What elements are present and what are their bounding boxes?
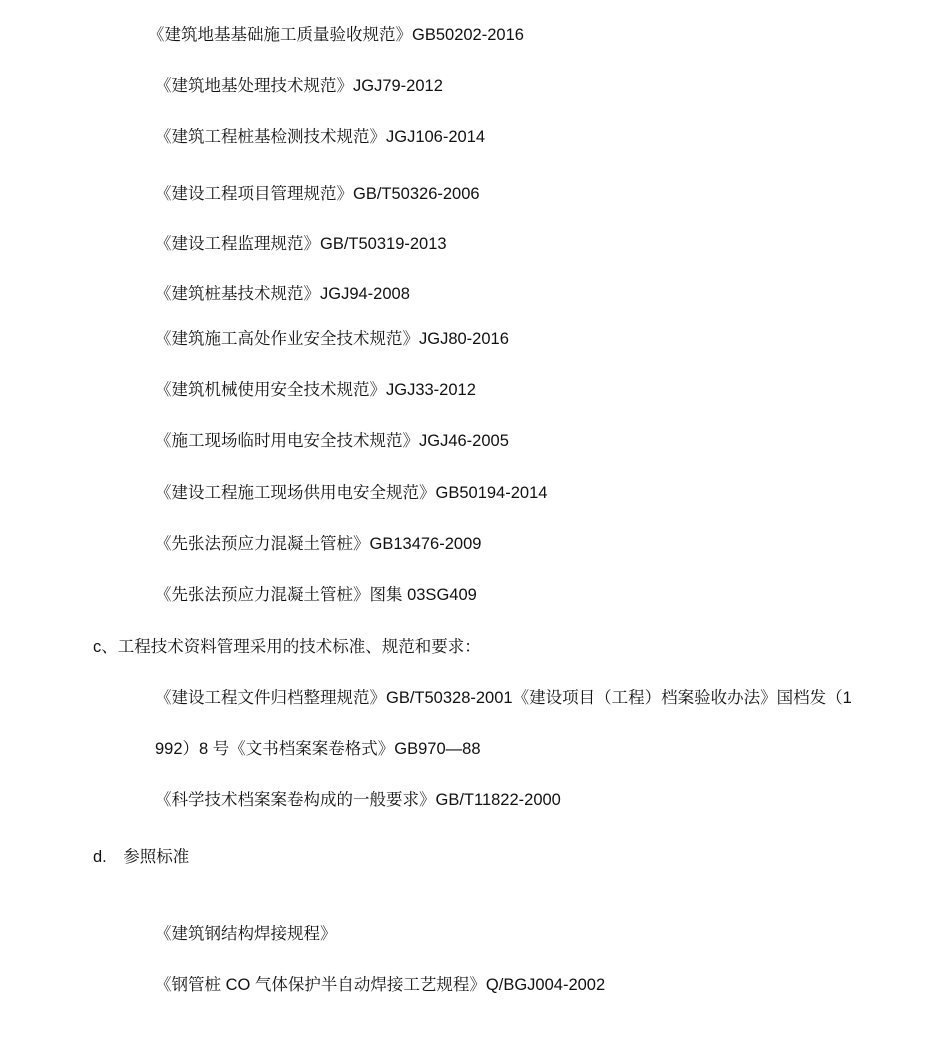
standard-item: 《钢管桩 CO 气体保护半自动焊接工艺规程》Q/BGJ004-2002 bbox=[155, 976, 606, 994]
standard-item: 《建设工程文件归档整理规范》GB/T50328-2001《建设项目（工程）档案验收办法》国档发（1 bbox=[155, 689, 852, 707]
standard-item: 《建筑施工高处作业安全技术规范》JGJ80-2016 bbox=[155, 330, 509, 348]
section-d-heading: d. 参照标准 bbox=[93, 848, 190, 866]
standard-item-continuation: 992）8 号《文书档案案卷格式》GB970—88 bbox=[155, 740, 481, 758]
standard-item: 《先张法预应力混凝土管桩》GB13476-2009 bbox=[155, 535, 482, 553]
standard-item: 《建设工程监理规范》GB/T50319-2013 bbox=[155, 235, 447, 253]
standard-item: 《建筑钢结构焊接规程》 bbox=[155, 925, 337, 943]
standard-item: 《建设工程项目管理规范》GB/T50326-2006 bbox=[155, 185, 480, 203]
standard-item: 《建筑地基处理技术规范》JGJ79-2012 bbox=[155, 77, 443, 95]
standard-item: 《施工现场临时用电安全技术规范》JGJ46-2005 bbox=[155, 432, 509, 450]
standard-item: 《建筑机械使用安全技术规范》JGJ33-2012 bbox=[155, 381, 476, 399]
section-c-heading: c、工程技术资料管理采用的技术标准、规范和要求： bbox=[93, 638, 481, 656]
standard-item: 《建筑桩基技术规范》JGJ94-2008 bbox=[155, 285, 410, 303]
standard-item: 《建筑工程桩基检测技术规范》JGJ106-2014 bbox=[155, 128, 486, 146]
standard-item: 《建设工程施工现场供用电安全规范》GB50194-2014 bbox=[155, 484, 548, 502]
standard-item: 《先张法预应力混凝土管桩》图集 03SG409 bbox=[155, 586, 477, 604]
standard-item: 《建筑地基基础施工质量验收规范》GB50202-2016 bbox=[148, 26, 524, 44]
standard-item: 《科学技术档案案卷构成的一般要求》GB/T11822-2000 bbox=[155, 791, 561, 809]
